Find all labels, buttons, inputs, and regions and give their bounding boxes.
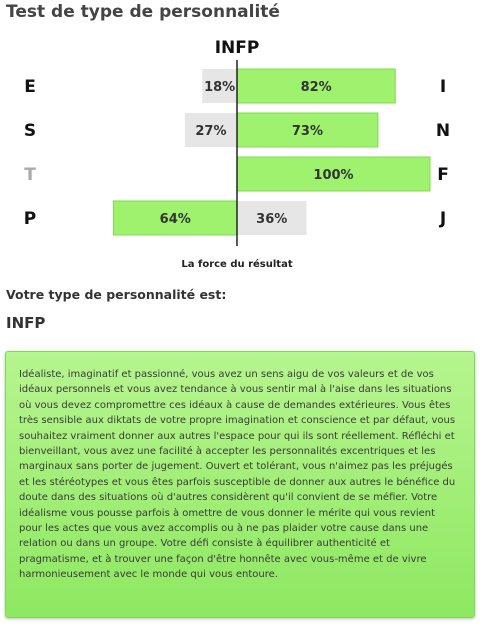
bar-label-f: 100%	[313, 168, 354, 183]
personality-chart	[0, 30, 485, 275]
chart-title: INFP	[214, 38, 260, 58]
row-letter-s: S	[23, 121, 37, 141]
row-letter-p: P	[23, 209, 37, 229]
result-heading: Votre type de personnalité est:	[6, 287, 227, 302]
row-letter-t: T	[24, 165, 36, 185]
bar-label-p: 64%	[159, 212, 191, 227]
result-type: INFP	[6, 314, 46, 332]
description-box	[5, 351, 475, 618]
bar-label-s: 27%	[195, 124, 227, 139]
row-letter-j: J	[439, 209, 447, 229]
row-letter-n: N	[435, 121, 451, 141]
page-title: Test de type de personnalité	[6, 2, 280, 22]
axis-caption: La force du résultat	[181, 259, 293, 270]
row-letter-e: E	[24, 77, 36, 97]
row-letter-i: I	[439, 77, 447, 97]
row-letter-f: F	[437, 165, 449, 185]
description-text: Idéaliste, imaginatif et passionné, vous avez un sens aigu de vos valeurs et de vos idéaux personnels et vous avez tendance à vous sentir mal à l'aise dans les situations où vous devez compromettre ces idéaux à cause de demandes extérieures. Vous êtes très sensible aux diktats de votre propre imagination et conscience et par défaut, vous souhaitez vraiment donner aux autres l'espace pour qui ils sont réellement. Réfléchi et bienveillant, vous avez une facilité à accepter les personnalités excentriques et les marginaux sans porter de jugement. Ouvert et tolérant, vous n'aimez pas les préjugés et les stéréotypes et vous êtes parfois susceptible de donner aux autres le bénéfice du doute dans des situations où d'autres considèrent qu'il convient de se méfier. Votre idéalisme vous pousse parfois à omettre de vous donner le mérite qui vous revient pour les actes que vous avez accomplis ou à ne pas plaider votre cause dans une relation ou dans un groupe. Votre défi consiste à équilibrer authenticité et pragmatisme, et à trouver une façon d'être honnête avec vous-même et de vivre harmonieusement avec le monde qui vous entoure.	[19, 369, 456, 581]
bar-label-j: 36%	[256, 212, 288, 227]
bar-label-i: 82%	[300, 80, 332, 95]
bar-label-e: 18%	[204, 80, 236, 95]
bar-label-n: 73%	[291, 124, 324, 139]
